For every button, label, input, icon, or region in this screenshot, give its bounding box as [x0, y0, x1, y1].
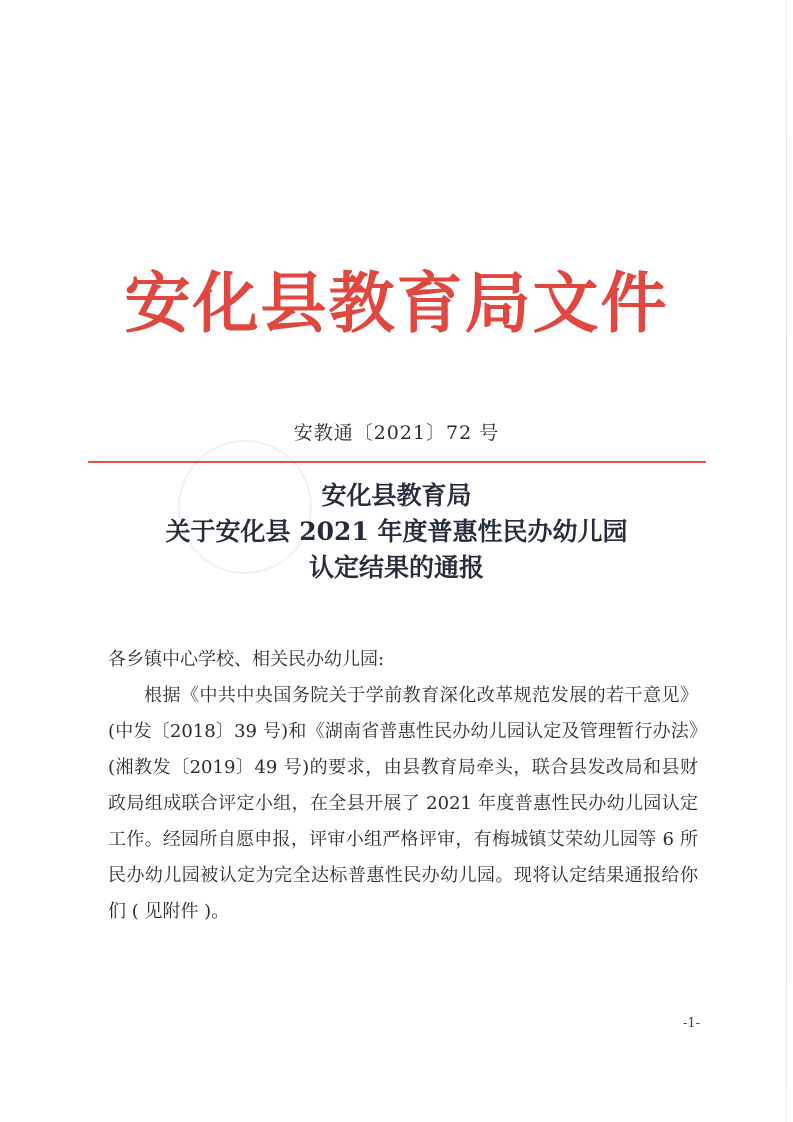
body-paragraph: 根据《中共中央国务院关于学前教育深化改革规范发展的若干意见》(中发〔2018〕39 号)和《湖南省普惠性民办幼儿园认定及管理暂行办法》(湘教发〔2019〕49 号)的要求，由县教育局牵头，联合县发改局和县财政局组成联合评定小组，在全县开展了 2021 年度普惠性民办幼儿园认定工作。经园所自愿申报，评审小组严格评审，有梅城镇艾荣幼儿园等 6 所民办幼儿园被认定为完全达标普惠性民办幼儿园。现将认定结果通报给你们 ( 见附件 )。 [108, 685, 698, 922]
red-divider-line [88, 461, 706, 463]
notice-title [0, 478, 793, 586]
salutation: 各乡镇中心学校、相关民办幼儿园: [108, 649, 385, 670]
masthead-title: 安化县教育局文件 [124, 264, 669, 342]
title-line-2: 关于安化县 2021 年度普惠性民办幼儿园 [165, 517, 628, 546]
notice-body [108, 642, 698, 930]
title-line-3: 认定结果的通报 [308, 553, 484, 582]
document-number: 安教通〔2021〕72 号 [293, 422, 500, 444]
page-number: -1- [682, 1016, 700, 1031]
title-line-1: 安化县教育局 [321, 481, 472, 510]
